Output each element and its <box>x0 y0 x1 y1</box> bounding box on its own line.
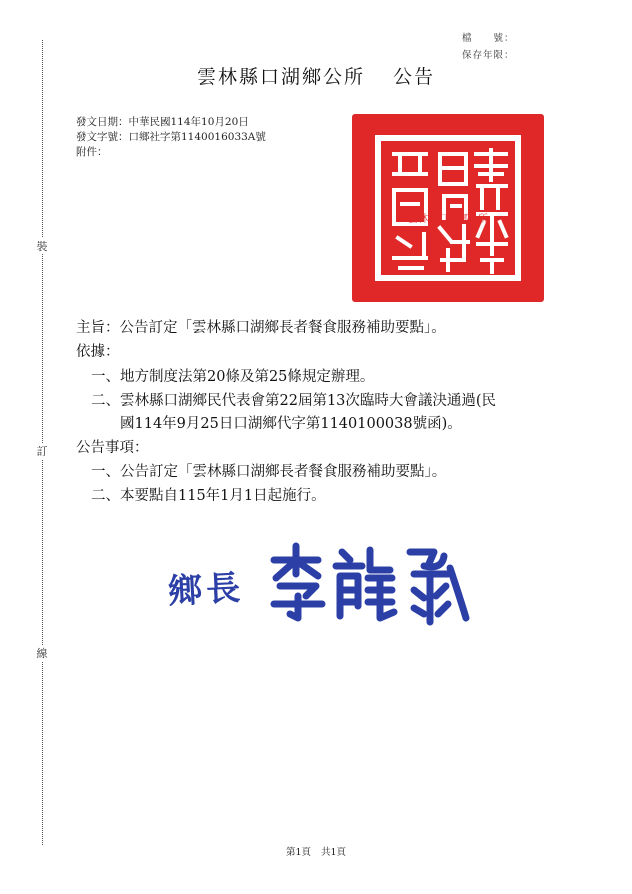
title-document-type: 公告 <box>393 66 436 88</box>
page-number: 第1頁 <box>285 847 311 858</box>
binding-mark-xian: 線 <box>33 645 51 661</box>
binding-mark-ding: 訂 <box>33 443 51 459</box>
file-number-label: 檔 號： <box>462 33 515 44</box>
mayor-signature <box>168 538 478 628</box>
notice-heading: 公告事項： <box>76 440 149 456</box>
seal-text: 雲林縣口湖鄉公所 <box>408 214 488 225</box>
attachment-label: 附件： <box>76 146 108 158</box>
basis-item-1: 一、地方制度法第20條及第25條規定辦理。 <box>91 369 375 385</box>
title-organization: 雲林縣口湖鄉公所 <box>196 66 365 88</box>
page-total: 共1頁 <box>321 847 347 858</box>
basis-item-2: 二、雲林縣口湖鄉民代表會第22屆第13次臨時大會議決通過(民 <box>91 393 497 409</box>
official-seal-stamp <box>348 110 548 306</box>
basis-item-2-continued: 國114年9月25日口湖鄉代字第1140100038號函)。 <box>120 416 462 432</box>
retention-period-label: 保存年限： <box>462 50 515 61</box>
notice-item-1: 一、公告訂定「雲林縣口湖鄉長者餐食服務補助要點」。 <box>91 464 447 480</box>
notice-item-2: 二、本要點自115年1月1日起施行。 <box>91 488 326 504</box>
page-title <box>0 62 632 89</box>
page-footer <box>0 844 632 858</box>
issue-date: 發文日期：中華民國114年10月20日 <box>76 116 249 128</box>
subject-line: 主旨：公告訂定「雲林縣口湖鄉長者餐食服務補助要點」。 <box>76 320 446 336</box>
basis-heading: 依據： <box>76 344 120 360</box>
mayor-title: 鄉長 <box>167 568 246 612</box>
document-number: 發文字號：口鄉社字第1140016033A號 <box>76 131 266 143</box>
mayor-handwritten-name <box>264 538 474 628</box>
binding-mark-zhuang: 裝 <box>33 238 51 254</box>
